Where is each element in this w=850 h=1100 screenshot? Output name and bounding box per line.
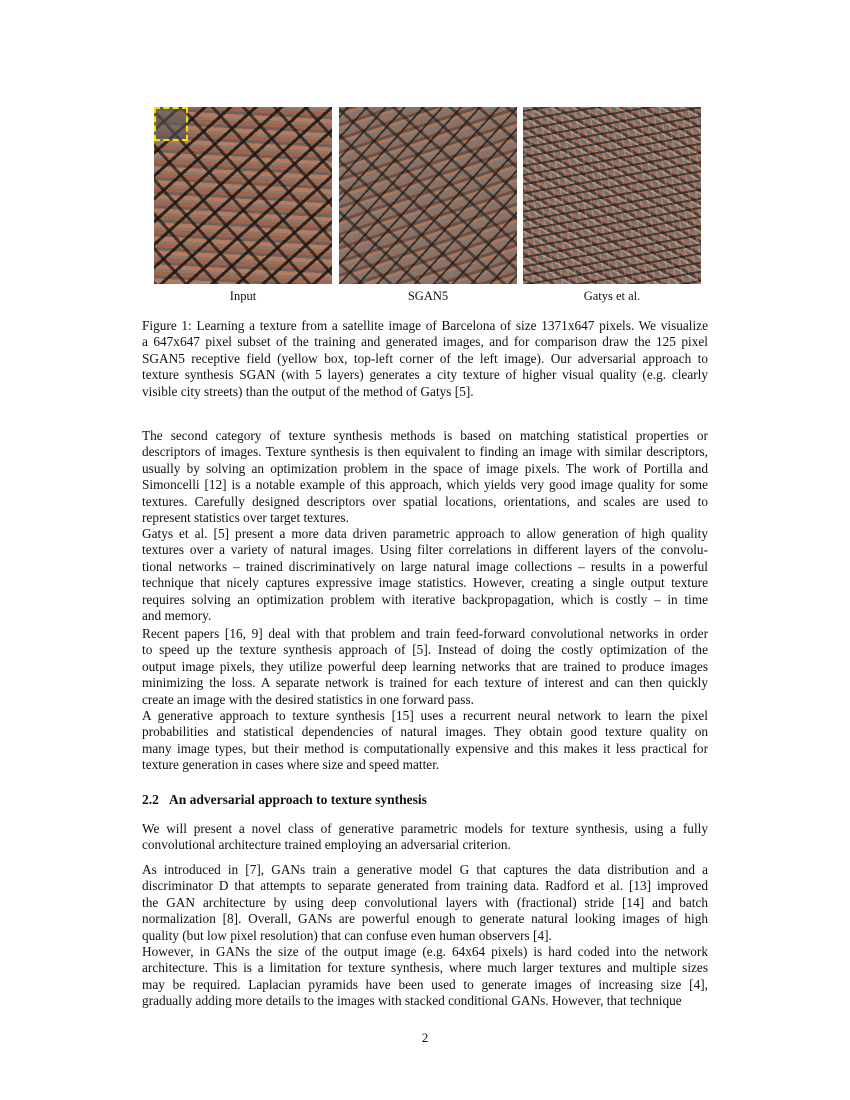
text-line: to speed up the texture synthesis approach of [5]. Instead of doing the costly optimization of the <box>142 642 708 658</box>
paragraph <box>142 862 708 944</box>
text-line: create an image with the desired statistics in one forward pass. <box>142 691 474 707</box>
text-line: many image types, but their method is computationally expensive and this makes it less practical for <box>142 740 708 756</box>
text-line: output image pixels, they utilize powerful deep learning networks that are trained to produce images <box>142 658 708 674</box>
paragraph <box>142 428 708 526</box>
text-line: and memory. <box>142 607 212 623</box>
text-line: texture generation in cases where size and speed matter. <box>142 757 440 773</box>
label-input: Input <box>229 289 257 303</box>
text-line: Gatys et al. [5] present a more data driven parametric approach to allow generation of high quality <box>142 526 708 541</box>
paragraph <box>142 626 708 708</box>
figure-caption <box>142 318 708 400</box>
text-line: minimizing the loss. A separate network is trained for each texture of interest and can then quickly <box>142 675 708 691</box>
text-line: tional networks – trained discriminatively on large natural image collections – results in a powerful <box>142 558 708 574</box>
texture-pattern <box>339 107 517 284</box>
paragraph <box>142 526 708 624</box>
text-line: probabilities and statistical dependencies of natural images. They obtain good texture quality on <box>142 724 708 740</box>
text-line: Recent papers [16, 9] deal with that problem and train feed-forward convolutional networks in order <box>142 626 708 641</box>
section-title: An adversarial approach to texture synthesis <box>169 792 427 807</box>
text-line: The second category of texture synthesis methods is based on matching statistical properties or <box>142 428 708 443</box>
text-line: a 647x647 pixel subset of the training and generated images, and for comparison draw the 125 pixel <box>142 334 708 350</box>
text-line: descriptors of images. Texture synthesis is then equivalent to finding an image with similar descriptors, <box>142 444 708 460</box>
sgan5-output-image <box>339 107 517 284</box>
texture-pattern <box>523 107 701 284</box>
text-line: normalization [8]. Overall, GANs are powerful enough to generate natural looking images of high <box>142 911 708 927</box>
text-line: usually by solving an optimization problem in the space of image pixels. The work of Portilla and <box>142 460 708 476</box>
gatys-output-image <box>523 107 701 284</box>
text-line: discriminator D that attempts to separate generated from training data. Radford et al. [13] improved <box>142 878 708 894</box>
text-line: architecture. This is a limitation for texture synthesis, where much larger textures and multiple sizes <box>142 960 708 976</box>
input-satellite-image <box>154 107 332 284</box>
text-line: the GAN architecture by using deep convolutional layers with (fractional) stride [14] and batch <box>142 894 708 910</box>
label-sgan5: SGAN5 <box>407 289 449 303</box>
text-line: technique that nicely captures expressive image statistics. However, creating a single output texture <box>142 575 708 591</box>
text-line: requires solving an optimization problem with iterative backpropagation, which is costly – in time <box>142 591 708 607</box>
page-number: 2 <box>421 1030 429 1045</box>
paragraph <box>142 821 708 854</box>
text-line: SGAN5 receptive field (yellow box, top-left corner of the left image). Our adversarial approach to <box>142 350 708 366</box>
text-line: However, in GANs the size of the output image (e.g. 64x64 pixels) is hard coded into the network <box>142 944 708 959</box>
text-line: convolutional architecture trained employing an adversarial criterion. <box>142 837 511 853</box>
text-line: texture synthesis SGAN (with 5 layers) generates a city texture of higher visual quality (e.g. clearly <box>142 367 708 383</box>
paragraph <box>142 708 708 774</box>
section-number: 2.2 <box>142 792 159 807</box>
paragraph <box>142 944 708 1010</box>
text-line: visible city streets) than the output of the method of Gatys [5]. <box>142 383 474 399</box>
text-line: may be required. Laplacian pyramids have been used to generate images of increasing size [4], <box>142 976 708 992</box>
section-heading <box>142 792 427 808</box>
text-line: gradually adding more details to the images with stacked conditional GANs. However, that technique <box>142 993 682 1009</box>
label-gatys: Gatys et al. <box>583 289 641 303</box>
text-line: A generative approach to texture synthesis [15] uses a recurrent neural network to learn the pixel <box>142 708 708 723</box>
text-line: represent statistics over target textures. <box>142 509 349 525</box>
text-line: Simoncelli [12] is a notable example of this approach, which yields very good image quality for some <box>142 477 708 493</box>
text-line: Figure 1: Learning a texture from a satellite image of Barcelona of size 1371x647 pixels. We visualize <box>142 318 708 333</box>
receptive-field-box <box>154 107 188 141</box>
text-line: As introduced in [7], GANs train a generative model G that captures the data distribution and a <box>142 862 708 877</box>
text-line: We will present a novel class of generative parametric models for texture synthesis, using a fully <box>142 821 708 836</box>
text-line: quality (but low pixel resolution) that can confuse even human observers [4]. <box>142 927 552 943</box>
text-line: textures over a variety of natural images. Using filter correlations in different layers of the convolu- <box>142 542 708 558</box>
text-line: textures. Carefully designed descriptors over spatial locations, orientations, and scales are used to <box>142 493 708 509</box>
